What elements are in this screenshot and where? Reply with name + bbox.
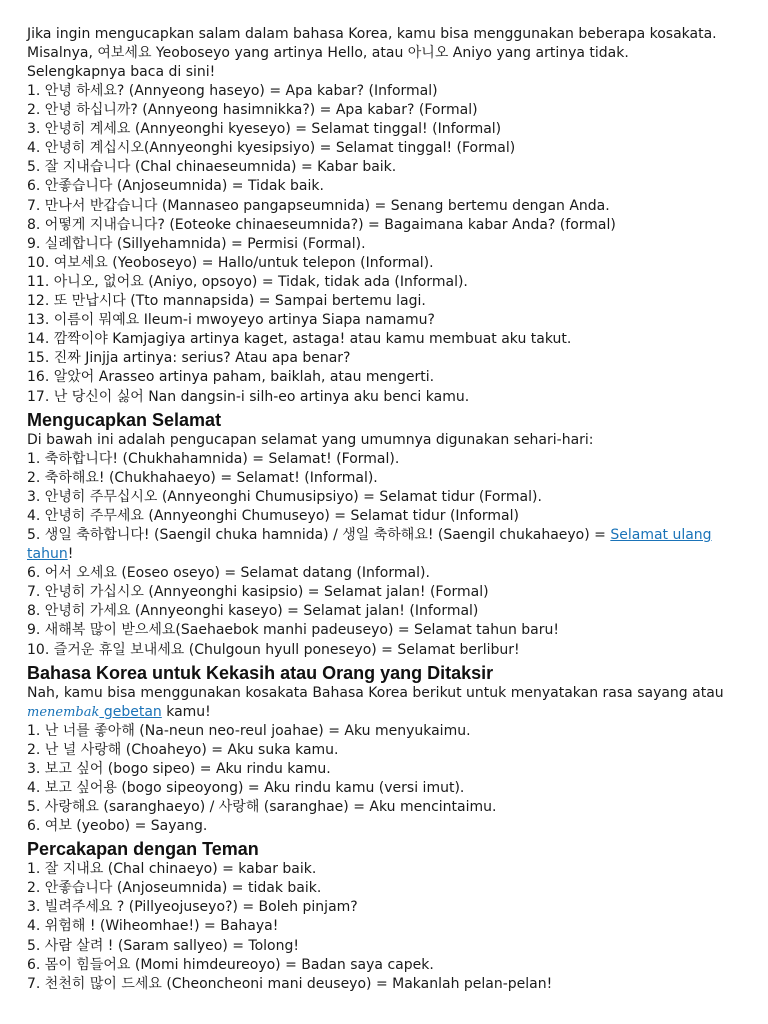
list-item: 6. 어서 오세요 (Eoseo oseyo) = Selamat datang (Informal). <box>27 565 430 582</box>
list-item: 3. 안녕히 주무십시오 (Annyeonghi Chumusipsiyo) = Selamat tidur (Formal). <box>27 488 542 505</box>
friends-list <box>27 860 728 994</box>
section-heading-selamat: Mengucapkan Selamat <box>27 409 222 430</box>
list-item: 8. 어떻게 지내습니다? (Eoteoke chinaeseumnida?) = Bagaimana kabar Anda? (formal) <box>27 216 616 233</box>
list-item: 15. 진짜 Jinjja artinya: serius? Atau apa benar? <box>27 350 351 367</box>
intro-end: kamu! <box>161 703 211 720</box>
gebetan-link[interactable]: gebetan <box>99 703 162 720</box>
list-item: 10. 여보세요 (Yeoboseyo) = Hallo/untuk telepon (Informal). <box>27 254 434 271</box>
list-item-text: 5. 생일 축하합니다! (Saengil chuka hamnida) / 생일 축하해요! (Saengil chukahaeyo) = <box>27 526 611 543</box>
list-item: 2. 난 널 사랑해 (Choaheyo) = Aku suka kamu. <box>27 741 339 758</box>
list-item: 11. 아니오, 없어요 (Aniyo, opsoyo) = Tidak, tidak ada (Informal). <box>27 273 468 290</box>
list-item: 7. 안녕히 가십시오 (Annyeonghi kasipsio) = Selamat jalan! (Formal) <box>27 584 489 601</box>
list-item: 2. 안좋습니다 (Anjoseumnida) = tidak baik. <box>27 880 322 897</box>
list-item: 6. 몸이 힘들어요 (Momi himdeureoyo) = Badan saya capek. <box>27 956 434 973</box>
list-item: 2. 안녕 하십니까? (Annyeong hasimnikka?) = Apa kabar? (Formal) <box>27 102 478 119</box>
list-item: 10. 즐거운 휴일 보내세요 (Chulgoun hyull poneseyo) = Selamat berlibur! <box>27 641 520 658</box>
list-item-birthday <box>27 526 728 564</box>
list-item: 9. 실례합니다 (Sillyehamnida) = Permisi (Formal). <box>27 235 366 252</box>
list-item: 4. 보고 싶어용 (bogo sipeoyong) = Aku rindu kamu (versi imut). <box>27 779 465 796</box>
list-item: 4. 안녕히 주무세요 (Annyeonghi Chumuseyo) = Selamat tidur (Informal) <box>27 507 519 524</box>
list-item: 1. 난 너를 좋아해 (Na-neun neo-reul joahae) = Aku menyukaimu. <box>27 722 471 739</box>
list-item: 2. 축하해요! (Chukhahaeyo) = Selamat! (Informal). <box>27 469 378 486</box>
list-item: 8. 안녕히 가세요 (Annyeonghi kaseyo) = Selamat jalan! (Informal) <box>27 603 479 620</box>
list-item: 3. 빌려주세요 ? (Pillyeojuseyo?) = Boleh pinjam? <box>27 899 358 916</box>
list-item: 13. 이름이 뭐예요 Ileum-i mwoyeyo artinya Siapa namamu? <box>27 312 435 329</box>
birthday-link[interactable]: Selamat ulang tahun <box>27 526 712 563</box>
list-item: 5. 잘 지내습니다 (Chal chinaeseumnida) = Kabar baik. <box>27 159 397 176</box>
greetings-list <box>27 82 728 407</box>
list-item: 6. 여보 (yeobo) = Sayang. <box>27 818 208 835</box>
list-item: 7. 천천히 많이 드세요 (Cheoncheoni mani deuseyo) = Makanlah pelan-pelan! <box>27 975 553 992</box>
love-list <box>27 722 728 837</box>
intro-paragraph: Jika ingin mengucapkan salam dalam bahasa Korea, kamu bisa menggunakan beberapa kosakata. Misalnya, 여보세요 Yeoboseyo yang artinya Hello, atau 아니오 Aniyo yang artinya tidak. Selengkapnya baca di sini! <box>27 26 717 80</box>
list-item: 5. 사람 살려 ! (Saram sallyeo) = Tolong! <box>27 937 299 954</box>
list-item: 16. 알았어 Arasseo artinya paham, baiklah, atau mengerti. <box>27 369 435 386</box>
list-item: 3. 안녕히 계세요 (Annyeonghi kyeseyo) = Selamat tinggal! (Informal) <box>27 121 502 138</box>
list-item: 7. 만나서 반갑습니다 (Mannaseo pangapseumnida) = Senang bertemu dengan Anda. <box>27 197 610 214</box>
list-item: 4. 안녕히 계십시오(Annyeonghi kyesipsiyo) = Selamat tinggal! (Formal) <box>27 140 516 157</box>
script-word: menembak <box>27 704 100 720</box>
section-heading-kekasih: Bahasa Korea untuk Kekasih atau Orang yang Ditaksir <box>27 662 494 683</box>
congratulations-list <box>27 450 728 660</box>
list-item: 4. 위험해 ! (Wiheomhae!) = Bahaya! <box>27 918 279 935</box>
list-item: 17. 난 당신이 싫어 Nan dangsin-i silh-eo artinya aku benci kamu. <box>27 388 470 405</box>
section-heading-teman: Percakapan dengan Teman <box>27 839 259 860</box>
section-intro <box>27 684 728 722</box>
list-item: 14. 깜짝이야 Kamjagiya artinya kaget, astaga! atau kamu membuat aku takut. <box>27 331 572 348</box>
list-item: 3. 보고 싶어 (bogo sipeo) = Aku rindu kamu. <box>27 760 331 777</box>
list-item: 1. 축하합니다! (Chukhahamnida) = Selamat! (Formal). <box>27 450 400 467</box>
list-item: 9. 새해복 많이 받으세요(Saehaebok manhi padeuseyo) = Selamat tahun baru! <box>27 622 560 639</box>
list-item: 12. 또 만납시다 (Tto mannapsida) = Sampai bertemu lagi. <box>27 293 426 310</box>
list-item: 6. 안좋습니다 (Anjoseumnida) = Tidak baik. <box>27 178 324 195</box>
list-item-end: ! <box>67 546 74 563</box>
section-intro: Di bawah ini adalah pengucapan selamat yang umumnya digunakan sehari-hari: <box>27 431 594 448</box>
list-item: 1. 안녕 하세요? (Annyeong haseyo) = Apa kabar? (Informal) <box>27 83 438 99</box>
list-item: 5. 사랑해요 (saranghaeyo) / 사랑해 (saranghae) = Aku mencintaimu. <box>27 799 497 815</box>
intro-text: Nah, kamu bisa menggunakan kosakata Bahasa Korea berikut untuk menyatakan rasa sayang atau <box>27 684 724 701</box>
list-item: 1. 잘 지내요 (Chal chinaeyo) = kabar baik. <box>27 861 317 878</box>
